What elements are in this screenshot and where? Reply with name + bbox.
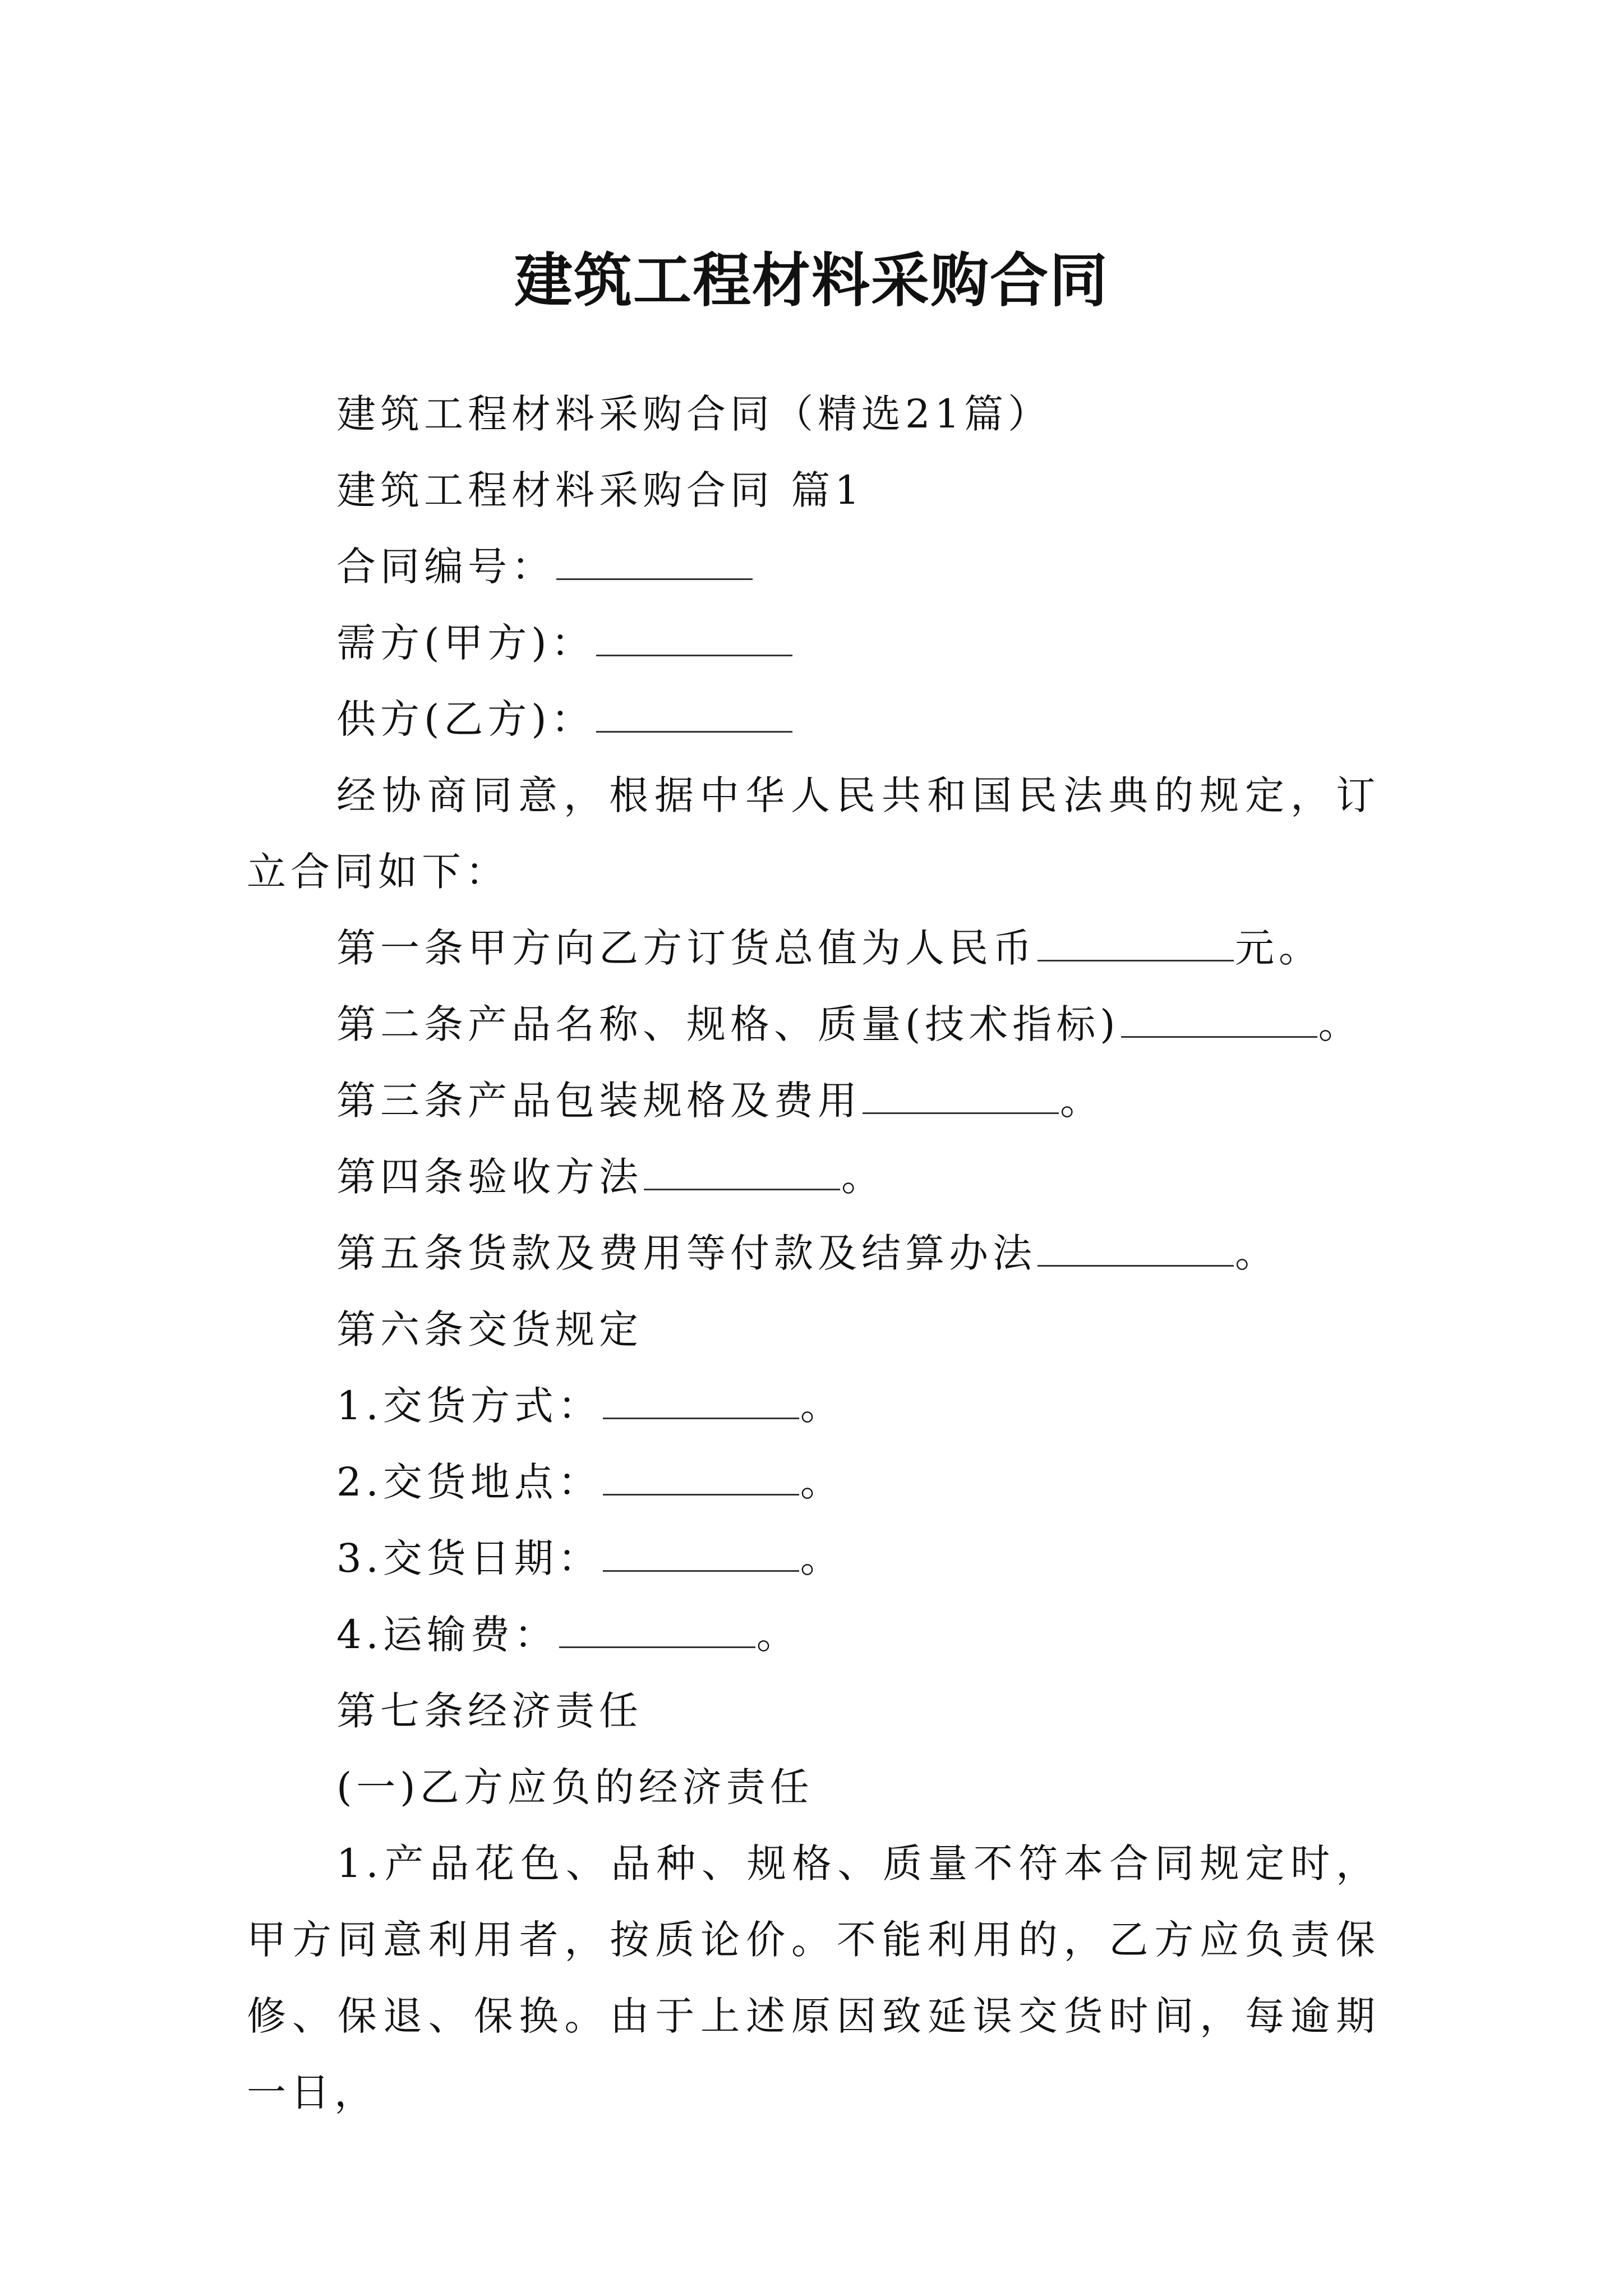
blank-fill-line[interactable] <box>1038 1231 1234 1267</box>
paragraph: 第七条经济责任 <box>336 1688 643 1734</box>
field-label: 第一条甲方向乙方订货总值为人民币 <box>336 925 1036 971</box>
field-label: 3.交货日期： <box>336 1535 602 1581</box>
form-field-line <box>247 1520 1380 1596</box>
paragraph: (一)乙方应负的经济责任 <box>336 1764 814 1810</box>
paragraph: 经协商同意，根据中华人民共和国民法典的规定，订立合同如下： <box>247 772 1380 895</box>
field-suffix: 。 <box>841 1154 885 1200</box>
blank-fill-line[interactable] <box>596 621 792 656</box>
form-field-line <box>247 681 1380 757</box>
blank-fill-line[interactable] <box>863 1079 1059 1114</box>
blank-fill-line[interactable] <box>603 1384 799 1419</box>
form-field-line <box>247 528 1380 605</box>
blank-fill-line[interactable] <box>1038 926 1234 961</box>
field-label: 需方(甲方)： <box>336 620 595 666</box>
blank-fill-line[interactable] <box>556 545 753 580</box>
field-suffix: 。 <box>756 1612 800 1658</box>
blank-fill-line[interactable] <box>603 1460 799 1496</box>
field-label: 4.运输费： <box>336 1612 558 1658</box>
blank-fill-line[interactable] <box>559 1613 755 1648</box>
field-suffix: 。 <box>1235 1230 1279 1276</box>
field-label: 1.交货方式： <box>336 1383 602 1429</box>
paragraph: 建筑工程材料采购合同（精选21篇） <box>336 391 1052 437</box>
field-label: 合同编号： <box>336 544 555 590</box>
field-label: 2.交货地点： <box>336 1459 602 1505</box>
form-field-line <box>247 986 1380 1062</box>
field-label: 第四条验收方法 <box>336 1154 643 1200</box>
field-suffix: 。 <box>1060 1078 1104 1124</box>
field-suffix: 。 <box>800 1383 844 1429</box>
field-suffix: 。 <box>800 1535 844 1581</box>
form-field-line <box>247 1444 1380 1520</box>
form-field-line <box>247 1596 1380 1673</box>
field-suffix: 。 <box>1318 1001 1362 1047</box>
form-field-line <box>247 1215 1380 1291</box>
paragraph: 1.产品花色、品种、规格、质量不符本合同规定时，甲方同意利用者，按质论价。不能利用的，乙方应负责保修、保退、保换。由于上述原因致延误交货时间，每逾期一日， <box>247 1841 1380 2115</box>
blank-fill-line[interactable] <box>603 1536 799 1572</box>
field-suffix: 元。 <box>1235 925 1322 971</box>
blank-fill-line[interactable] <box>644 1155 840 1190</box>
form-field-line <box>247 1062 1380 1139</box>
field-label: 第二条产品名称、规格、质量(技术指标) <box>336 1001 1120 1047</box>
document-body <box>247 376 1380 2131</box>
paragraph: 建筑工程材料采购合同 篇1 <box>336 467 864 513</box>
form-field-line <box>247 910 1380 986</box>
field-label: 第三条产品包装规格及费用 <box>336 1078 861 1124</box>
document-title: 建筑工程材料采购合同 <box>514 246 1109 315</box>
blank-fill-line[interactable] <box>1121 1002 1317 1038</box>
form-field-line <box>247 1368 1380 1444</box>
form-field-line <box>247 605 1380 681</box>
paragraph: 第六条交货规定 <box>336 1306 643 1352</box>
field-label: 第五条货款及费用等付款及结算办法 <box>336 1230 1036 1276</box>
form-field-line <box>247 1139 1380 1215</box>
field-suffix: 。 <box>800 1459 844 1505</box>
blank-fill-line[interactable] <box>596 697 792 733</box>
field-label: 供方(乙方)： <box>336 696 595 742</box>
